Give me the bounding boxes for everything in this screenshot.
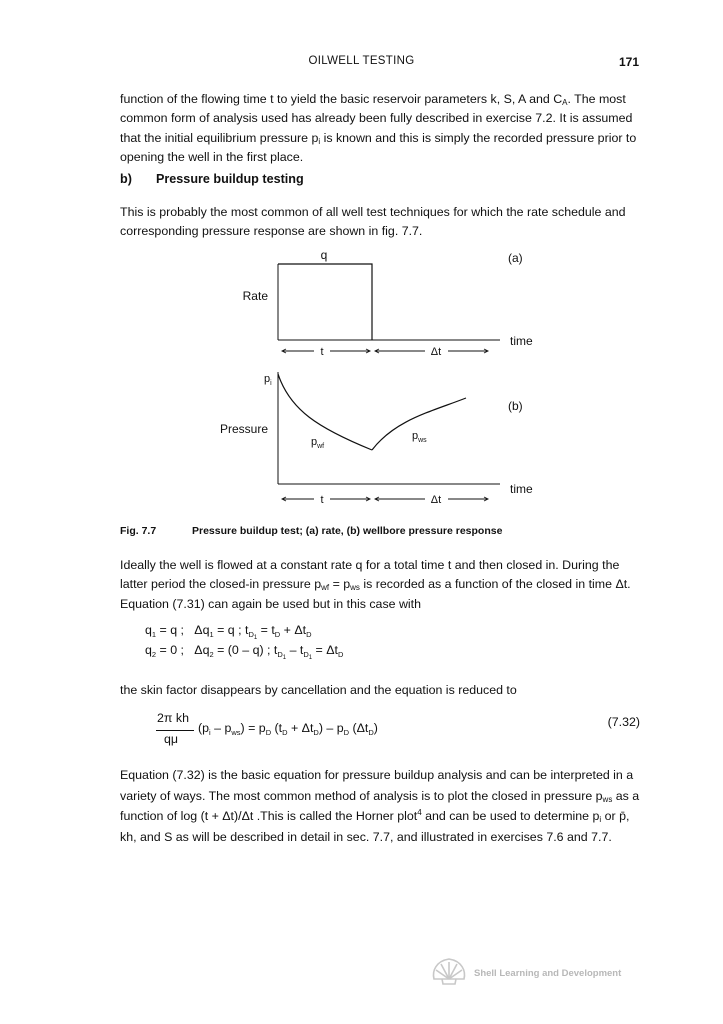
- section-label: b): [120, 172, 132, 186]
- equation-row-1: $q_1 = q$ ; $\Delta q_1 = q$ ; $t_{D_1} = t_D + \Delta t_D$: [145, 623, 312, 641]
- eq732-fraction-bar: [156, 730, 194, 731]
- paragraph-horner: Equation (7.32) is the basic equation for pressure buildup analysis and can be interpreted in a variety of ways. The most common method of analysis is to plot the closed in pressure $p_{ws}$ as a function of log (t + Δt)/Δt .This is called the Horner plot$^4$ and can be used to determine $p_i$ or p̄, kh, and S as will be described in detail in sec. 7.7, and illustrated in exercises 7.6 and 7.7.: [120, 768, 640, 844]
- running-header-title: OILWELL TESTING: [308, 55, 415, 67]
- eq732-denominator: qμ: [164, 732, 179, 746]
- eq732-numerator: 2π kh: [157, 711, 189, 725]
- paragraph-skin: the skin factor disappears by cancellation and the equation is reduced to: [120, 683, 517, 697]
- caption-number: Fig. 7.7: [120, 525, 157, 537]
- footer-text: Shell Learning and Development: [474, 968, 622, 979]
- rate-q-label: q: [320, 248, 328, 262]
- rate-dt-label: Δt: [430, 346, 442, 358]
- paragraph-intro: function of the flowing time t to yield the basic reservoir parameters k, S, A and $C_A$. The most common form of analysis used has already been fully described in exercise 7.2. It is assumed that the initial equilibrium pressure $p_i$ is known and this is simply the recorded pressure prior to opening the well in the first place.: [120, 92, 637, 165]
- caption-text: Pressure buildup test; (a) rate, (b) wellbore pressure response: [192, 525, 503, 537]
- eq732-number: (7.32): [607, 715, 640, 729]
- paragraph-buildup-intro: This is probably the most common of all well test techniques for which the rate schedule and corresponding pressure response are shown in fig. 7.7.: [120, 205, 626, 239]
- pwf-label: $p_{wf}$: [311, 436, 325, 450]
- pwf-curve: [278, 374, 372, 450]
- pi-label: $p_i$: [264, 373, 272, 387]
- paragraph-procedure: Ideally the well is flowed at a constant rate q for a total time t and then closed in. During the latter period the closed-in pressure $p_{wf} = p_{ws}$ is recorded as a function of the closed in time Δt. Equation (7.31) can again be used but in this case with: [120, 558, 631, 611]
- panel-b-tag: (b): [508, 399, 523, 413]
- rate-t-label: t: [320, 346, 324, 358]
- section-title: Pressure buildup testing: [156, 172, 304, 186]
- page-number: 171: [618, 55, 639, 69]
- rate-t-arrow: [282, 349, 488, 353]
- panel-a-tag: (a): [508, 251, 523, 265]
- rate-axis-label: Rate: [242, 289, 268, 303]
- pressure-dt-label: Δt: [430, 494, 442, 506]
- rate-step-line: [278, 264, 372, 340]
- eq732-body: $(p_i - p_{ws}) = p_D$ $(t_D + \Delta t_D) - p_D$ $(\Delta t_D)$: [198, 721, 378, 737]
- pressure-t-label: t: [320, 494, 324, 506]
- equation-row-2: $q_2 = 0$ ; $\Delta q_2 = (0 - q)$ ; $t_{D_1} - t_{D_1} = \Delta t_D$: [145, 643, 344, 661]
- figure-caption: [120, 525, 502, 537]
- pressure-t-arrow: [282, 497, 488, 501]
- pressure-axis-label: Pressure: [219, 422, 268, 436]
- pressure-time-label: time: [510, 482, 533, 496]
- shell-logo-icon: [430, 955, 468, 987]
- rate-time-label: time: [510, 334, 533, 348]
- pws-label: $p_{ws}$: [412, 430, 427, 444]
